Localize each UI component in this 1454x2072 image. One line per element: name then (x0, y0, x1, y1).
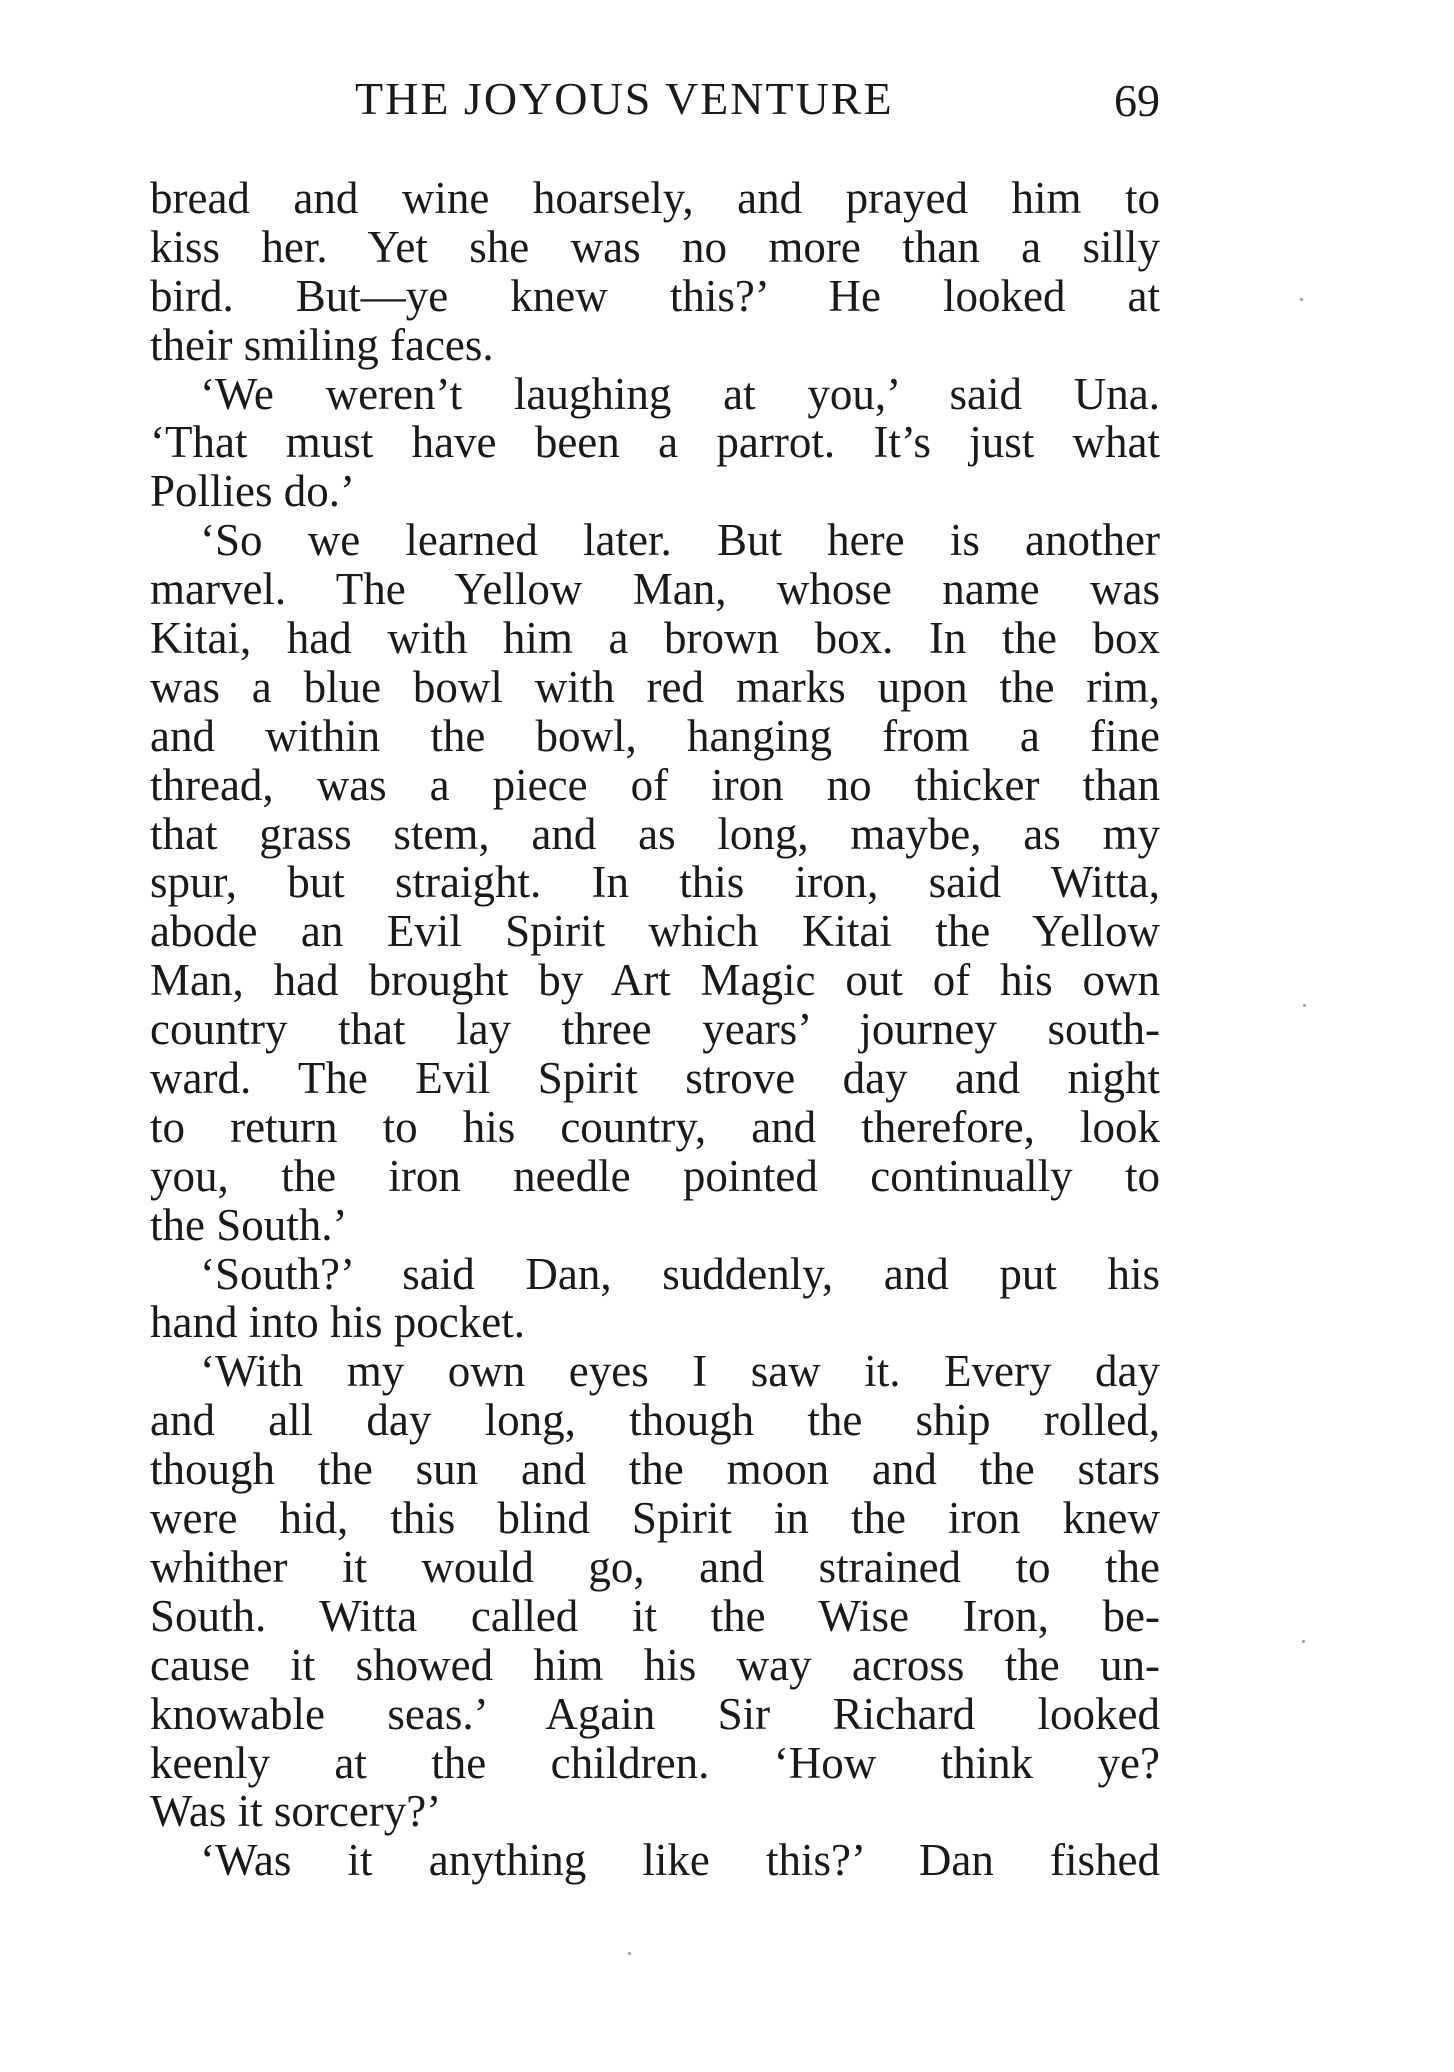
body-text (150, 174, 1160, 1885)
text-line: ward. The Evil Spirit strove day and night (150, 1053, 1160, 1104)
text-line: ‘So we learned later. But here is another (200, 515, 1160, 566)
text-line: and within the bowl, hanging from a fine (150, 710, 1160, 761)
text-line: though the sun and the moon and the stars (150, 1444, 1160, 1495)
text-line: South. Witta called it the Wise Iron, be- (150, 1590, 1160, 1641)
text-line: Man, had brought by Art Magic out of his own (150, 955, 1160, 1006)
text-line: Was it sorcery?’ (150, 1786, 442, 1837)
paper-speck (628, 1952, 631, 1955)
text-line: abode an Evil Spirit which Kitai the Yellow (150, 906, 1160, 957)
paper-speck (1302, 1640, 1305, 1643)
text-line: and all day long, though the ship rolled, (150, 1395, 1160, 1446)
text-line: to return to his country, and therefore, look (150, 1101, 1160, 1152)
text-line: kiss her. Yet she was no more than a silly (150, 221, 1160, 272)
text-line: country that lay three years’ journey south- (150, 1004, 1160, 1055)
running-title: THE JOYOUS VENTURE (355, 73, 894, 124)
text-line: the South.’ (150, 1199, 348, 1250)
text-line: bread and wine hoarsely, and prayed him to (150, 173, 1160, 223)
text-line: thread, was a piece of iron no thicker than (150, 759, 1160, 810)
page-number: 69 (1114, 75, 1160, 126)
paper-speck (1303, 1004, 1306, 1007)
text-line: you, the iron needle pointed continually to (150, 1150, 1160, 1201)
paper-speck (1300, 298, 1303, 301)
text-line: Kitai, had with him a brown box. In the box (150, 613, 1160, 664)
text-line: marvel. The Yellow Man, whose name was (150, 564, 1160, 615)
text-line: ‘With my own eyes I saw it. Every day (200, 1346, 1160, 1397)
text-line: Pollies do.’ (150, 466, 356, 517)
text-line: was a blue bowl with red marks upon the rim, (150, 661, 1160, 712)
text-line: were hid, this blind Spirit in the iron knew (150, 1493, 1160, 1544)
text-line: spur, but straight. In this iron, said Witta, (150, 857, 1160, 908)
text-line: ‘We weren’t laughing at you,’ said Una. (200, 368, 1160, 419)
text-line: whither it would go, and strained to the (150, 1541, 1160, 1592)
running-head (150, 72, 1160, 132)
text-line: bird. But—ye knew this?’ He looked at (150, 270, 1160, 321)
text-line: that grass stem, and as long, maybe, as my (150, 808, 1160, 859)
text-line: ‘Was it anything like this?’ Dan fished (200, 1835, 1160, 1886)
text-line: ‘South?’ said Dan, suddenly, and put his (200, 1248, 1160, 1299)
text-line: knowable seas.’ Again Sir Richard looked (150, 1688, 1160, 1739)
text-line: their smiling faces. (150, 319, 494, 370)
text-line: keenly at the children. ‘How think ye? (150, 1737, 1160, 1788)
text-line: hand into his pocket. (150, 1297, 525, 1348)
text-line: cause it showed him his way across the un- (150, 1639, 1160, 1690)
text-line: ‘That must have been a parrot. It’s just what (150, 417, 1160, 468)
